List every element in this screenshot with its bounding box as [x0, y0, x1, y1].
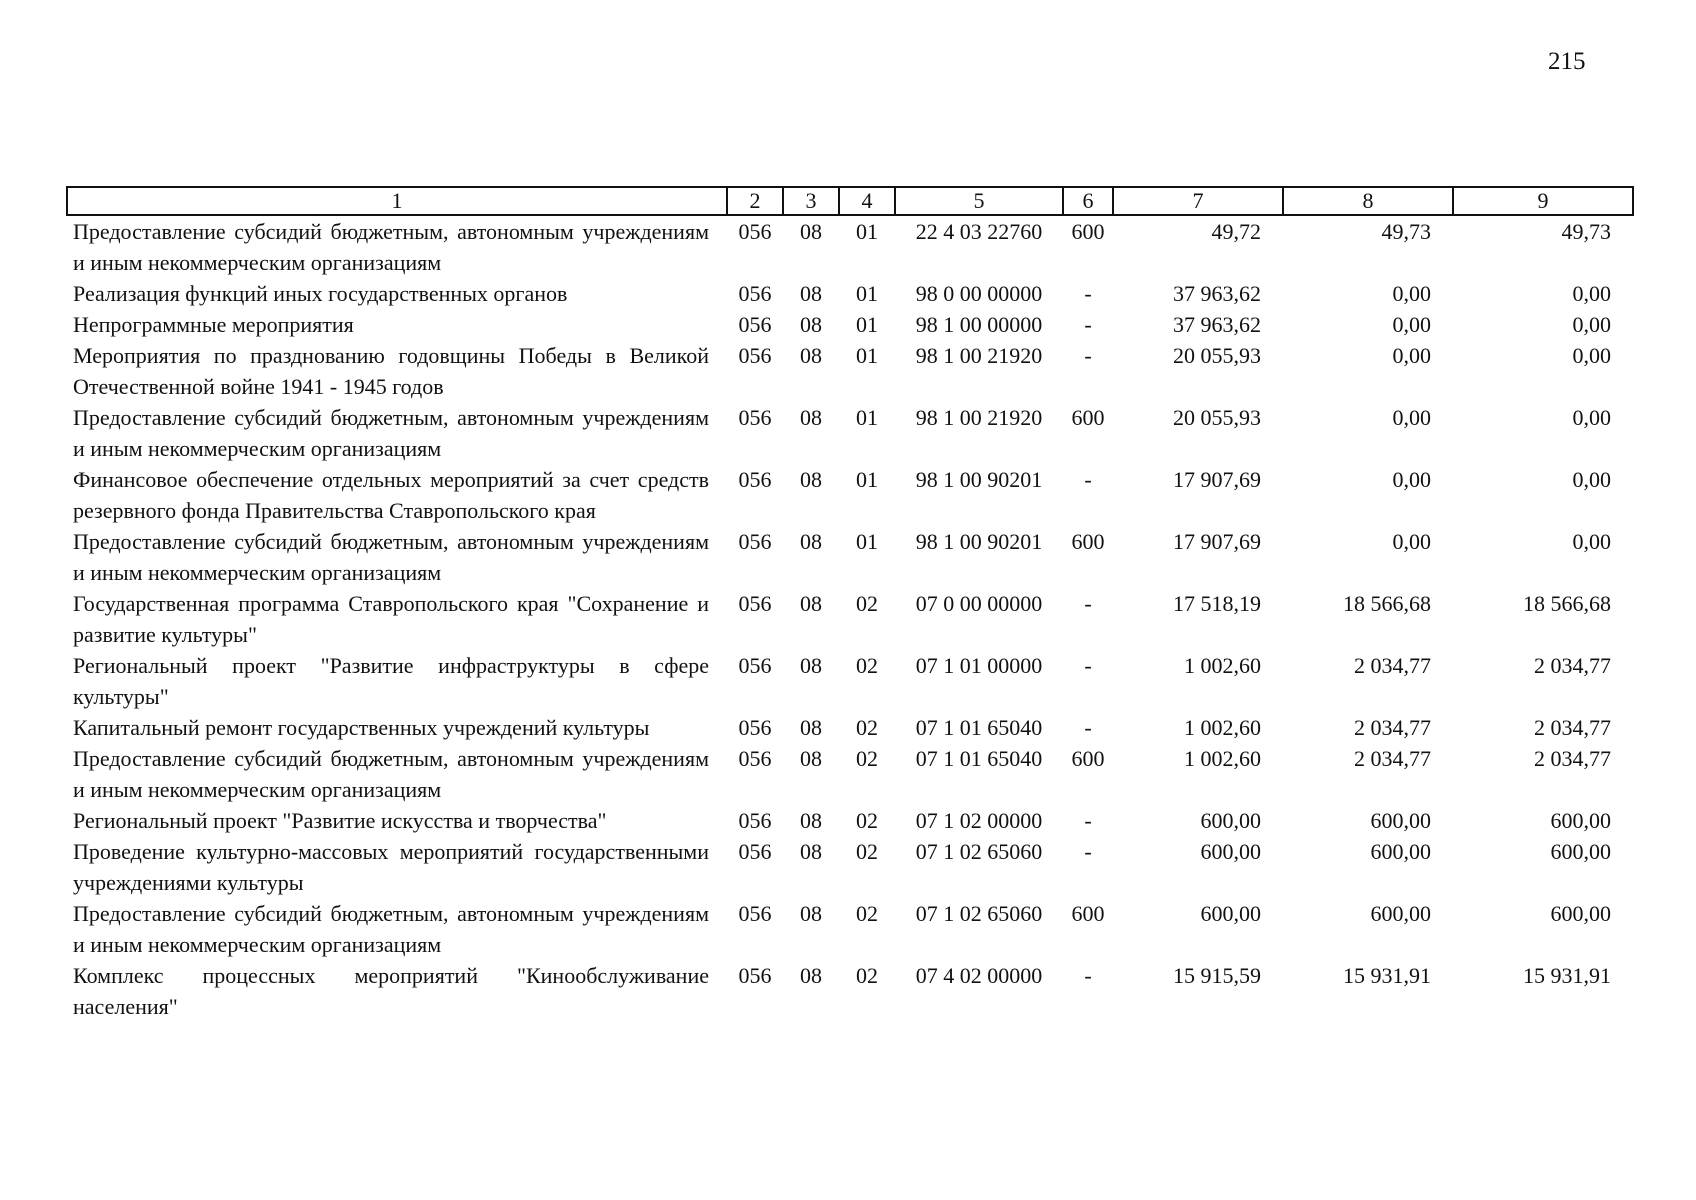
table-row — [67, 898, 1633, 960]
row-section-cell: 08 — [800, 405, 822, 430]
row-expense-type-cell: 600 — [1071, 529, 1105, 554]
row-amount-col8-cell: 2 034,77 — [1354, 715, 1431, 740]
header-cell: 8 — [1283, 187, 1453, 215]
row-target-article-cell: 07 0 00 00000 — [915, 591, 1043, 616]
row-name-cell: Комплекс процессных мероприятий "Кинообслуживание населения" — [73, 963, 709, 1019]
row-amount-col9-cell: 2 034,77 — [1534, 715, 1611, 740]
row-section-cell: 08 — [800, 808, 822, 833]
row-name-cell: Предоставление субсидий бюджетным, автономным учреждениям и иным некоммерческим организациям — [73, 529, 709, 585]
table-row — [67, 464, 1633, 526]
row-expense-type-cell: 600 — [1071, 405, 1105, 430]
row-name-cell: Мероприятия по празднованию годовщины Победы в Великой Отечественной войне 1941 - 1945 годов — [73, 343, 709, 399]
row-subsection-cell: 01 — [856, 219, 878, 244]
row-amount-col8-cell: 0,00 — [1392, 343, 1431, 368]
row-amount-col9-cell: 49,73 — [1561, 219, 1611, 244]
table-row — [67, 743, 1633, 805]
row-subsection-cell: 02 — [856, 715, 878, 740]
row-name-cell: Предоставление субсидий бюджетным, автономным учреждениям и иным некоммерческим организациям — [73, 219, 709, 275]
page-number: 215 — [1548, 48, 1586, 75]
header-cell: 7 — [1113, 187, 1283, 215]
row-subsection-cell: 02 — [856, 963, 878, 988]
row-amount-col7-cell: 20 055,93 — [1173, 343, 1261, 368]
row-expense-type-cell: - — [1084, 808, 1092, 833]
row-amount-col8-cell: 0,00 — [1392, 405, 1431, 430]
row-name-cell: Предоставление субсидий бюджетным, автономным учреждениям и иным некоммерческим организациям — [73, 746, 709, 802]
row-expense-type-cell: 600 — [1071, 901, 1105, 926]
row-amount-col8-cell: 0,00 — [1392, 281, 1431, 306]
row-subsection-cell: 02 — [856, 746, 878, 771]
table-row — [67, 712, 1633, 743]
row-amount-col9-cell: 18 566,68 — [1523, 591, 1611, 616]
row-expense-type-cell: - — [1084, 839, 1092, 864]
row-target-article-cell: 22 4 03 22760 — [915, 219, 1043, 244]
row-expense-type-cell: - — [1084, 963, 1092, 988]
row-code-cell: 056 — [738, 312, 772, 337]
row-target-article-cell: 98 1 00 21920 — [915, 405, 1043, 430]
row-target-article-cell: 07 1 02 00000 — [915, 808, 1043, 833]
row-code-cell: 056 — [738, 901, 772, 926]
row-section-cell: 08 — [800, 746, 822, 771]
row-amount-col7-cell: 17 518,19 — [1173, 591, 1261, 616]
table-row — [67, 960, 1633, 1022]
row-expense-type-cell: - — [1084, 312, 1092, 337]
table-header-row — [67, 187, 1633, 215]
row-section-cell: 08 — [800, 591, 822, 616]
row-amount-col9-cell: 0,00 — [1572, 467, 1611, 492]
row-code-cell: 056 — [738, 963, 772, 988]
row-amount-col9-cell: 2 034,77 — [1534, 746, 1611, 771]
row-name-cell: Региональный проект "Развитие искусства и творчества" — [73, 808, 607, 833]
row-amount-col7-cell: 17 907,69 — [1173, 467, 1261, 492]
row-name-cell: Капитальный ремонт государственных учреждений культуры — [73, 715, 650, 740]
header-cell: 3 — [783, 187, 839, 215]
budget-table — [66, 186, 1634, 1022]
row-amount-col8-cell: 0,00 — [1392, 529, 1431, 554]
row-code-cell: 056 — [738, 746, 772, 771]
header-cell: 6 — [1063, 187, 1113, 215]
row-section-cell: 08 — [800, 467, 822, 492]
row-target-article-cell: 07 1 01 00000 — [915, 653, 1043, 678]
row-code-cell: 056 — [738, 653, 772, 678]
row-amount-col8-cell: 15 931,91 — [1343, 963, 1431, 988]
row-amount-col9-cell: 0,00 — [1572, 281, 1611, 306]
row-amount-col8-cell: 0,00 — [1392, 467, 1431, 492]
row-expense-type-cell: - — [1084, 715, 1092, 740]
table-row — [67, 805, 1633, 836]
row-expense-type-cell: 600 — [1071, 746, 1105, 771]
header-cell: 4 — [839, 187, 895, 215]
row-target-article-cell: 07 1 02 65060 — [915, 839, 1043, 864]
row-amount-col7-cell: 600,00 — [1200, 839, 1261, 864]
row-name-cell: Финансовое обеспечение отдельных мероприятий за счет средств резервного фонда Правительства Ставропольского края — [73, 467, 709, 523]
table-row — [67, 215, 1633, 278]
row-amount-col8-cell: 600,00 — [1370, 901, 1431, 926]
row-amount-col8-cell: 18 566,68 — [1343, 591, 1431, 616]
row-expense-type-cell: - — [1084, 343, 1092, 368]
table-row — [67, 402, 1633, 464]
row-amount-col7-cell: 20 055,93 — [1173, 405, 1261, 430]
row-name-cell: Реализация функций иных государственных органов — [73, 281, 568, 306]
row-section-cell: 08 — [800, 963, 822, 988]
row-section-cell: 08 — [800, 219, 822, 244]
row-amount-col7-cell: 600,00 — [1200, 808, 1261, 833]
row-subsection-cell: 02 — [856, 653, 878, 678]
row-target-article-cell: 07 1 01 65040 — [915, 746, 1043, 771]
row-amount-col8-cell: 600,00 — [1370, 839, 1431, 864]
row-subsection-cell: 02 — [856, 591, 878, 616]
row-target-article-cell: 07 4 02 00000 — [915, 963, 1043, 988]
row-target-article-cell: 98 0 00 00000 — [915, 281, 1043, 306]
row-code-cell: 056 — [738, 343, 772, 368]
row-target-article-cell: 07 1 01 65040 — [915, 715, 1043, 740]
row-section-cell: 08 — [800, 901, 822, 926]
row-section-cell: 08 — [800, 715, 822, 740]
row-expense-type-cell: - — [1084, 467, 1092, 492]
row-section-cell: 08 — [800, 312, 822, 337]
row-subsection-cell: 01 — [856, 467, 878, 492]
row-code-cell: 056 — [738, 529, 772, 554]
row-amount-col9-cell: 600,00 — [1550, 808, 1611, 833]
table-row — [67, 340, 1633, 402]
row-amount-col7-cell: 49,72 — [1211, 219, 1261, 244]
row-amount-col7-cell: 37 963,62 — [1173, 281, 1261, 306]
table-row — [67, 309, 1633, 340]
row-code-cell: 056 — [738, 591, 772, 616]
row-code-cell: 056 — [738, 405, 772, 430]
row-amount-col9-cell: 0,00 — [1572, 343, 1611, 368]
row-name-cell: Региональный проект "Развитие инфраструктуры в сфере культуры" — [73, 653, 709, 709]
row-amount-col9-cell: 2 034,77 — [1534, 653, 1611, 678]
row-amount-col7-cell: 1 002,60 — [1184, 653, 1261, 678]
row-code-cell: 056 — [738, 808, 772, 833]
table-row — [67, 526, 1633, 588]
row-amount-col9-cell: 0,00 — [1572, 405, 1611, 430]
row-code-cell: 056 — [738, 839, 772, 864]
row-code-cell: 056 — [738, 281, 772, 306]
row-subsection-cell: 01 — [856, 343, 878, 368]
row-target-article-cell: 98 1 00 00000 — [915, 312, 1043, 337]
row-name-cell: Непрограммные мероприятия — [73, 312, 354, 337]
table-row — [67, 650, 1633, 712]
table-row — [67, 588, 1633, 650]
row-subsection-cell: 01 — [856, 281, 878, 306]
row-expense-type-cell: - — [1084, 281, 1092, 306]
row-subsection-cell: 01 — [856, 405, 878, 430]
row-amount-col8-cell: 2 034,77 — [1354, 653, 1431, 678]
row-amount-col8-cell: 0,00 — [1392, 312, 1431, 337]
row-section-cell: 08 — [800, 653, 822, 678]
row-target-article-cell: 98 1 00 90201 — [915, 529, 1043, 554]
row-target-article-cell: 98 1 00 21920 — [915, 343, 1043, 368]
row-expense-type-cell: 600 — [1071, 219, 1105, 244]
row-subsection-cell: 02 — [856, 839, 878, 864]
row-code-cell: 056 — [738, 467, 772, 492]
row-amount-col9-cell: 0,00 — [1572, 312, 1611, 337]
row-subsection-cell: 02 — [856, 808, 878, 833]
row-section-cell: 08 — [800, 529, 822, 554]
row-code-cell: 056 — [738, 715, 772, 740]
row-name-cell: Проведение культурно-массовых мероприятий государственными учреждениями культуры — [73, 839, 709, 895]
row-subsection-cell: 01 — [856, 312, 878, 337]
row-amount-col7-cell: 1 002,60 — [1184, 746, 1261, 771]
row-name-cell: Предоставление субсидий бюджетным, автономным учреждениям и иным некоммерческим организациям — [73, 405, 709, 461]
header-cell: 9 — [1453, 187, 1633, 215]
row-code-cell: 056 — [738, 219, 772, 244]
row-amount-col8-cell: 2 034,77 — [1354, 746, 1431, 771]
row-amount-col9-cell: 0,00 — [1572, 529, 1611, 554]
row-amount-col7-cell: 15 915,59 — [1173, 963, 1261, 988]
row-amount-col9-cell: 600,00 — [1550, 839, 1611, 864]
row-amount-col8-cell: 49,73 — [1381, 219, 1431, 244]
row-section-cell: 08 — [800, 281, 822, 306]
header-cell: 2 — [727, 187, 783, 215]
row-amount-col9-cell: 15 931,91 — [1523, 963, 1611, 988]
row-subsection-cell: 01 — [856, 529, 878, 554]
row-amount-col7-cell: 1 002,60 — [1184, 715, 1261, 740]
row-section-cell: 08 — [800, 839, 822, 864]
table-row — [67, 836, 1633, 898]
row-amount-col7-cell: 600,00 — [1200, 901, 1261, 926]
row-section-cell: 08 — [800, 343, 822, 368]
row-expense-type-cell: - — [1084, 591, 1092, 616]
header-cell: 1 — [67, 187, 727, 215]
row-amount-col7-cell: 17 907,69 — [1173, 529, 1261, 554]
row-target-article-cell: 07 1 02 65060 — [915, 901, 1043, 926]
row-amount-col9-cell: 600,00 — [1550, 901, 1611, 926]
table-row — [67, 278, 1633, 309]
row-amount-col7-cell: 37 963,62 — [1173, 312, 1261, 337]
row-name-cell: Государственная программа Ставропольского края "Сохранение и развитие культуры" — [73, 591, 709, 647]
row-subsection-cell: 02 — [856, 901, 878, 926]
header-cell: 5 — [895, 187, 1063, 215]
row-expense-type-cell: - — [1084, 653, 1092, 678]
row-amount-col8-cell: 600,00 — [1370, 808, 1431, 833]
row-name-cell: Предоставление субсидий бюджетным, автономным учреждениям и иным некоммерческим организациям — [73, 901, 709, 957]
row-target-article-cell: 98 1 00 90201 — [915, 467, 1043, 492]
